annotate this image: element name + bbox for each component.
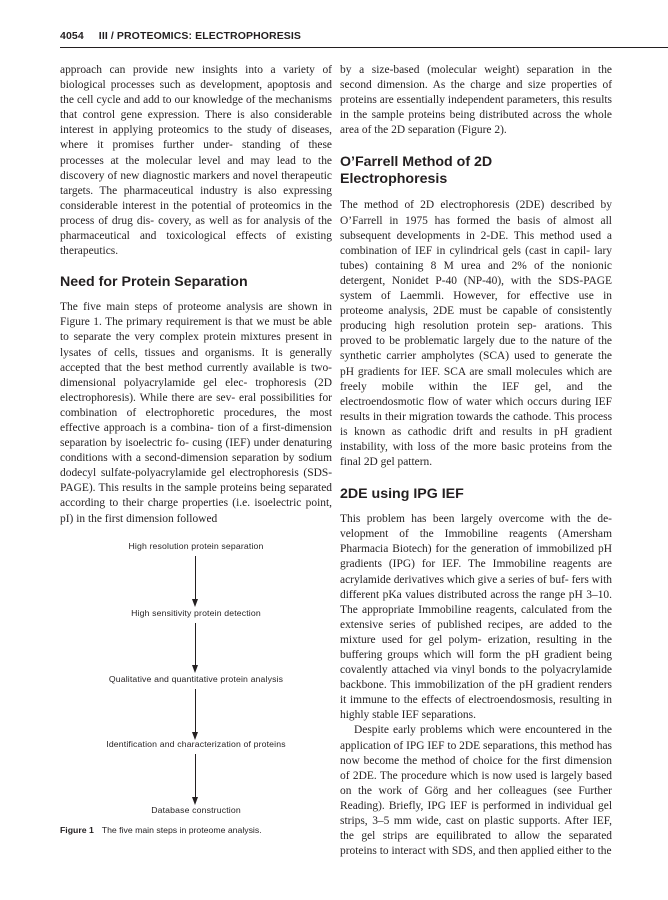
section-heading-2de-using-ipg-ief: 2DE using IPG IEF: [340, 486, 464, 503]
right-column: [340, 63, 612, 859]
flow-step-5: Database construction: [151, 805, 241, 815]
page-number: 4054: [60, 30, 84, 42]
paragraph-ipg-ief-procedure: Despite early problems which were encountered in the application of IPG IEF to 2DE separations, this method has now become the method of choice for the first dimension of 2DE. The procedure which is now used is largely based on the work of Görg and her colleagues (see Further Reading). Briefly, IPG IEF is performed in individual gel strips, 3–5 mm wide, cast on plastic supports. After IEF, the gel strips are equilibrated to allow the separated proteins to interact with SDS, and then applied either to the: [340, 724, 613, 858]
paragraph-intro-continued: approach can provide new insights into a variety of biological processes such as development, apoptosis and the cell cycle and add to our knowledge of the mechanisms that control gene expression. There is also considerable interest in applying proteomics to the study of diseases, where it promises further under- standing of these processes at the molecular level and may lead to the discovery of new diagnostic markers and novel therapeutic targets. The pharmaceutical industry is also expressing considerable interest in the potential of proteomics in the process of drug dis- covery, as well as for analysis of the pharmaceutical and toxicological effects of existing therapeutics.: [60, 64, 333, 258]
header-rule: [60, 47, 668, 48]
flow-step-1: High resolution protein separation: [128, 541, 264, 551]
flow-step-3: Qualitative and quantitative protein analysis: [108, 674, 284, 684]
figure-1-caption: [60, 825, 262, 835]
left-column: [60, 63, 332, 527]
figure-caption-text: The five main steps in proteome analysis.: [101, 825, 262, 835]
flow-step-2: High sensitivity protein detection: [131, 608, 261, 618]
paragraph-size-separation: by a size-based (molecular weight) separation in the second dimension. As the charge and size properties of proteins are essentially independent parameters, this results in the sample proteins being distributed across the whole area of the 2D separation (Figure 2).: [340, 64, 613, 137]
running-header: [60, 30, 301, 42]
paragraph-need-for-separation: The five main steps of proteome analysis are shown in Figure 1. The primary requirement is that we must be able to separate the very complex protein mixtures present in lysates of cells, tissues and organisms. It is generally accepted that the best method currently available is two-dimensional polyacrylamide gel elec- trophoresis (2D electrophoresis). While there are sev- eral possibilities for combination of electrophoretic procedures, the most effective approach is a combina- tion of a first-dimension separation by isoelectric fo- cusing (IEF) under denaturing conditions with a second-dimension separation by sodium dodecyl sulfate-polyacrylamide gel electrophoresis (SDS- PAGE). This results in the sample proteins being separated according to their charge properties (i.e. isoelectric point, pI) in the first dimension followed: [60, 301, 333, 525]
paragraph-ofarrell-method: The method of 2D electrophoresis (2DE) described by O’Farrell in 1975 has formed the basis of almost all subsequent developments in 2-DE. This method used a combination of IEF in cylindrical gels (cast in capil- lary tubes) containing 8 M urea and 2% of the nonionic detergent, Nonidet P-40 (NP-40), with the SDS-PAGE system of Laemmli. However, for effective use in proteome analysis, 2DE must be capable of consistently producing high resolution protein sep- arations. This proved to be problematic largely due to the nature of the synthetic carrier ampholytes (SCA) used to generate the pH gradients for IEF. SCA are small molecules which are freely mobile within the IEF gel, and the electroendosmotic flow of water which occurs during IEF results in their migration towards the cathode. This process is known as cathodic drift and results in pH gradient instability, with loss of the more basic proteins from the final 2D gel pattern.: [340, 199, 613, 469]
paragraph-immobiline-reagents: This problem has been largely overcome with the de- velopment of the Immobiline reagents (Amersham Pharmacia Biotech) for the generation of immobilized pH gradients (IPG) for IEF. The Immobiline reagents are acrylamide derivatives which give a series of buf- fers with different pKa values distributed across the range pH 3–10. The appropriate Immobiline reagents, calculated from the extensive series of published recipes, are added to the mixture used for gel polym- erization, resulting in the buffering groups which will form the pH gradient being covalently attached via vinyl bonds to the polyacrylamide backbone. This immobilization of the pH gradient renders it immune to the effects of electroendosmosis, resulting in highly stable IEF separations.: [340, 513, 613, 722]
section-heading-need-for-protein-separation: Need for Protein Separation: [60, 274, 248, 291]
flow-step-4: Identification and characterization of proteins: [106, 739, 286, 749]
section-heading-ofarrell-method: O’Farrell Method of 2D Electrophoresis: [340, 154, 493, 188]
figure-label: Figure 1: [60, 825, 94, 835]
running-title: III / PROTEOMICS: ELECTROPHORESIS: [98, 30, 302, 42]
